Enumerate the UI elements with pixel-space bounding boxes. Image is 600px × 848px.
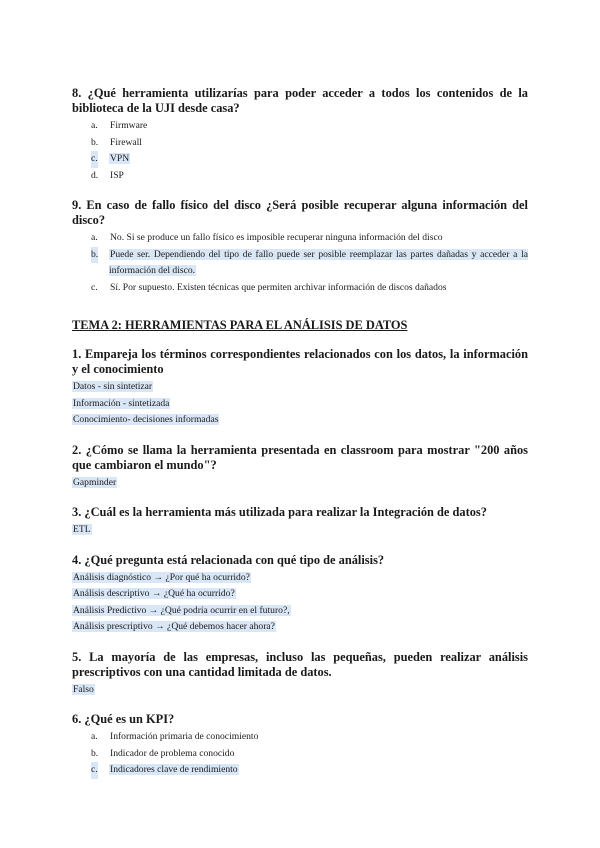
option-marker: b.: [91, 747, 99, 759]
option-marker: c.: [91, 762, 98, 779]
tema2-question-1-text: 1. Empareja los términos correspondientes relacionados con los datos, la información y el conocimiento: [72, 347, 528, 376]
tema2-question-5-text: 5. La mayoría de las empresas, incluso las pequeñas, pueden realizar análisis prescriptivos con una cantidad limitada de datos.: [72, 649, 528, 679]
tema2-question-1-block: [72, 347, 528, 429]
answer-text: Información - sintetizada: [73, 397, 170, 409]
answer-line: [72, 586, 528, 603]
document-page: [72, 86, 528, 793]
option-marker: c.: [91, 281, 98, 293]
option-b-highlighted: [72, 247, 528, 280]
section-heading-tema-2: TEMA 2: HERRAMIENTAS PARA EL ANÁLISIS DE DATOS: [72, 318, 408, 332]
answer-text: Conocimiento- decisiones informadas: [73, 414, 219, 425]
option-marker: b.: [91, 136, 99, 148]
option-a: [72, 230, 528, 247]
answer-text: Análisis Predictivo → ¿Qué podría ocurrir en el futuro?,: [73, 604, 290, 616]
answer-line: [72, 522, 528, 539]
answer-text: Análisis descriptivo → ¿Qué ha ocurrido?: [73, 588, 235, 599]
option-c: [72, 280, 528, 297]
option-text: Puede ser. Dependiendo del tipo de fallo puede ser posible reemplazar las partes dañadas y acceder a la información del disco.: [109, 248, 528, 276]
option-c-highlighted: [72, 762, 528, 779]
option-marker: a.: [91, 731, 98, 742]
answer-line: [72, 619, 528, 636]
answer-line: [72, 570, 528, 587]
option-text: Información primaria de conocimiento: [110, 731, 259, 742]
question-9-options: [72, 230, 528, 296]
tema2-question-4-block: [72, 553, 528, 636]
question-9-text: 9. En caso de fallo físico del disco ¿Será posible recuperar alguna información del disco?: [72, 198, 528, 227]
question-8-text: 8. ¿Qué herramienta utilizarías para poder acceder a todos los contenidos de la biblioteca de la UJI desde casa?: [72, 86, 528, 115]
answer-line: [72, 379, 528, 396]
answer-text: Análisis diagnóstico → ¿Por qué ha ocurrido?: [73, 571, 250, 583]
question-8-block: [72, 86, 528, 184]
tema2-question-6-options: [72, 729, 528, 779]
question-9-block: [72, 198, 528, 296]
option-text: No. Si se produce un fallo físico es imposible recuperar ninguna información del disco: [110, 232, 443, 243]
option-c-highlighted: [72, 151, 528, 168]
option-text: Indicador de problema conocido: [110, 747, 235, 759]
option-text: Sí. Por supuesto. Existen técnicas que permiten archivar información de discos dañados: [110, 281, 447, 293]
option-text: ISP: [110, 169, 124, 181]
tema2-question-2-text: 2. ¿Cómo se llama la herramienta presentada en classroom para mostrar "200 años que cambiaron el mundo"?: [72, 442, 528, 472]
tema2-question-5-block: [72, 650, 528, 699]
option-text: VPN: [110, 153, 130, 164]
tema2-question-6-block: [72, 712, 528, 779]
option-text: Firmware: [110, 120, 148, 131]
option-marker: a.: [91, 232, 98, 243]
answer-line: [72, 682, 528, 699]
tema2-question-6-text: 6. ¿Qué es un KPI?: [72, 712, 175, 726]
answer-text: Gapminder: [73, 476, 117, 488]
tema2-question-3-block: [72, 505, 528, 539]
answer-text: Datos - sin sintetizar: [73, 381, 153, 392]
answer-text: Análisis prescriptivo → ¿Qué debemos hacer ahora?: [73, 621, 275, 632]
option-b: [72, 746, 528, 763]
answer-line: [72, 396, 528, 413]
tema2-question-2-block: [72, 443, 528, 492]
answer-line: [72, 412, 528, 429]
tema2-question-3-text: 3. ¿Cuál es la herramienta más utilizada para realizar la Integración de datos?: [72, 505, 487, 519]
option-marker: a.: [91, 120, 98, 131]
answer-text: ETL: [73, 524, 91, 535]
option-marker: c.: [91, 151, 98, 168]
answer-line: [72, 603, 528, 620]
option-marker: d.: [91, 169, 99, 181]
option-a: [72, 118, 528, 135]
question-8-options: [72, 118, 528, 184]
option-b: [72, 135, 528, 152]
option-marker: b.: [91, 247, 98, 264]
tema2-question-4-text: 4. ¿Qué pregunta está relacionada con qué tipo de análisis?: [72, 552, 385, 567]
option-d: [72, 168, 528, 185]
answer-text: Falso: [73, 683, 94, 695]
option-text: Indicadores clave de rendimiento: [110, 764, 238, 775]
answer-line: [72, 475, 528, 492]
option-text: Firewall: [110, 136, 142, 148]
option-a: [72, 729, 528, 746]
